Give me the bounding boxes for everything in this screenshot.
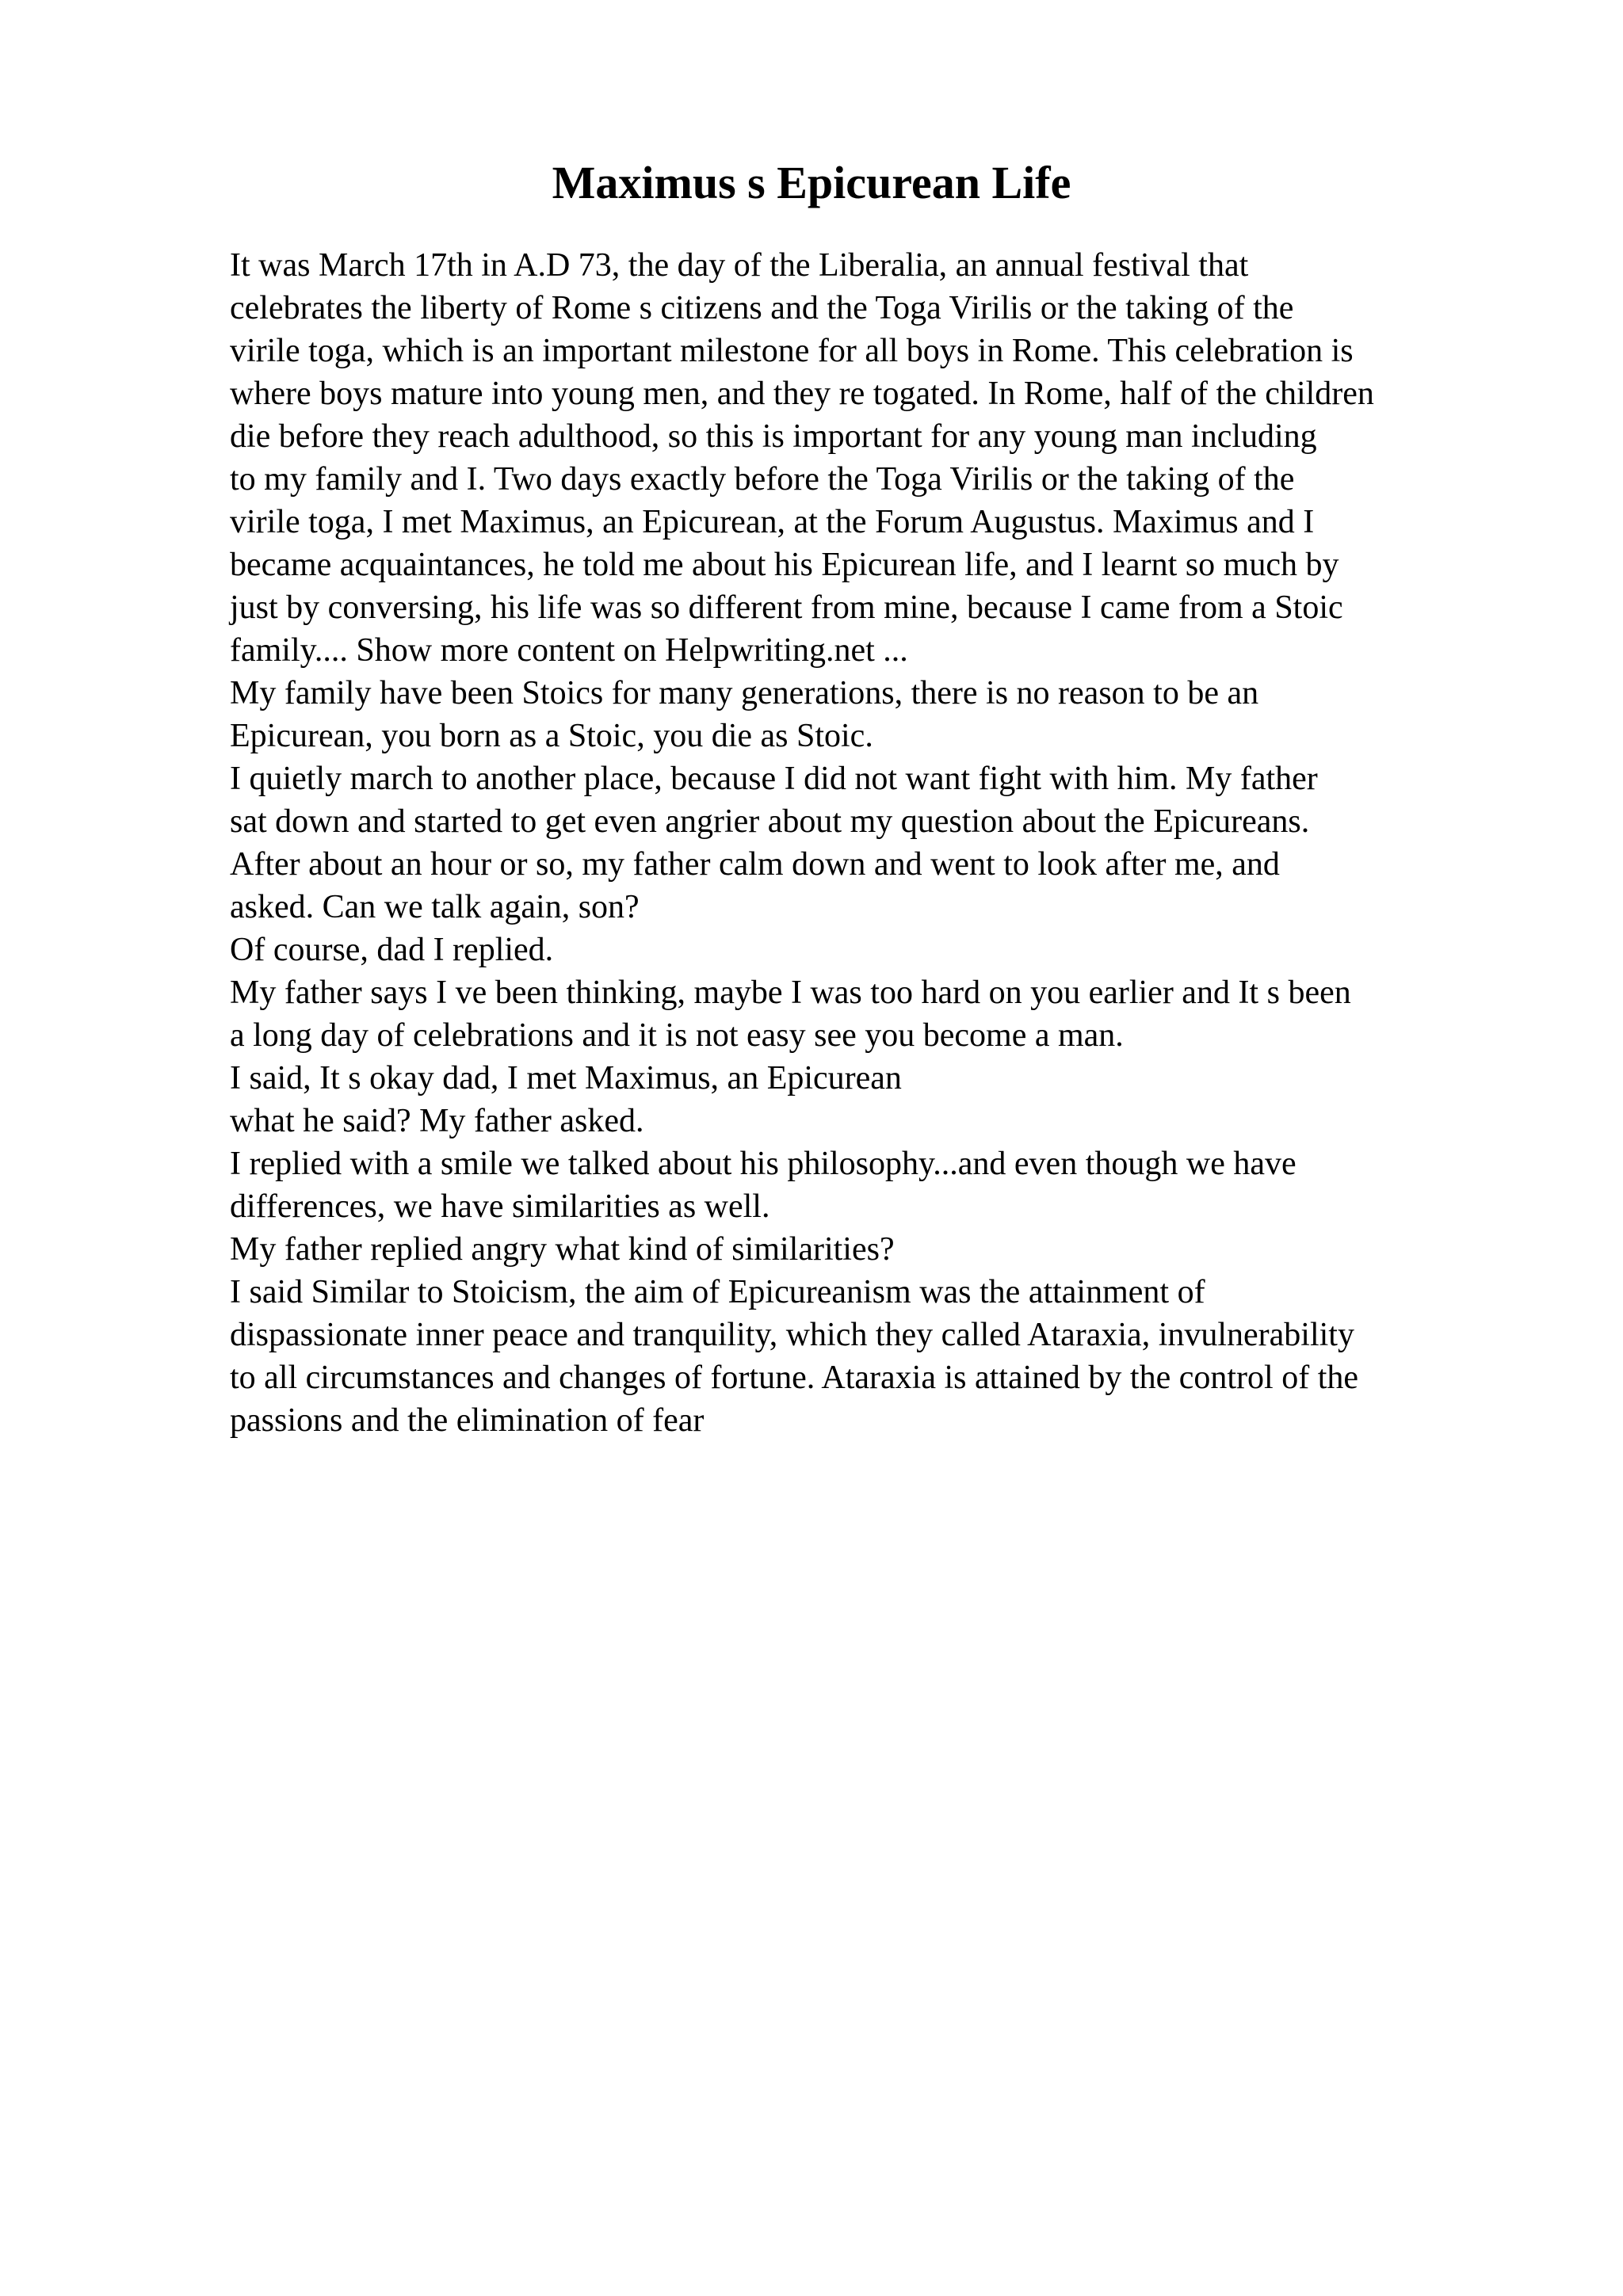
body-line: die before they reach adulthood, so this is important for any young man including [230,418,1317,455]
body-line: virile toga, I met Maximus, an Epicurean, at the Forum Augustus. Maximus and I [230,504,1315,540]
body-line: asked. Can we talk again, son? [230,889,640,925]
body-line: to all circumstances and changes of fortune. Ataraxia is attained by the control of the [230,1360,1359,1396]
document-body [230,244,1593,1442]
body-line: I said Similar to Stoicism, the aim of Epicureanism was the attainment of [230,1274,1205,1310]
body-line: I quietly march to another place, because I did not want fight with him. My father [230,761,1318,797]
body-line: became acquaintances, he told me about his Epicurean life, and I learnt so much by [230,547,1339,583]
body-line: virile toga, which is an important milestone for all boys in Rome. This celebration is [230,333,1354,369]
body-line: Of course, dad I replied. [230,932,554,968]
body-line: It was March 17th in A.D 73, the day of the Liberalia, an annual festival that [230,247,1249,284]
body-line: My father says I ve been thinking, maybe I was too hard on you earlier and It s been [230,974,1351,1011]
body-line: My father replied angry what kind of similarities? [230,1231,895,1268]
body-line: where boys mature into young men, and they re togated. In Rome, half of the children [230,376,1374,412]
body-line: what he said? My father asked. [230,1103,644,1139]
body-line: dispassionate inner peace and tranquility, which they called Ataraxia, invulnerability [230,1317,1354,1353]
body-line: celebrates the liberty of Rome s citizens and the Toga Virilis or the taking of the [230,290,1294,326]
body-line: After about an hour or so, my father calm down and went to look after me, and [230,846,1280,883]
body-line: I replied with a smile we talked about his philosophy...and even though we have [230,1146,1296,1182]
body-line: differences, we have similarities as well. [230,1188,770,1225]
body-line: just by conversing, his life was so different from mine, because I came from a Stoic [230,589,1343,626]
body-line: My family have been Stoics for many generations, there is no reason to be an [230,675,1259,711]
body-line: I said, It s okay dad, I met Maximus, an Epicurean [230,1060,902,1097]
body-line: family.... Show more content on Helpwriting.net ... [230,632,908,669]
body-line: Epicurean, you born as a Stoic, you die as Stoic. [230,718,873,754]
body-line: passions and the elimination of fear [230,1402,705,1439]
body-line: to my family and I. Two days exactly before the Toga Virilis or the taking of the [230,461,1295,498]
body-line: sat down and started to get even angrier about my question about the Epicureans. [230,803,1310,840]
body-line: a long day of celebrations and it is not easy see you become a man. [230,1017,1124,1054]
document-title: Maximus s Epicurean Life [552,157,1071,208]
